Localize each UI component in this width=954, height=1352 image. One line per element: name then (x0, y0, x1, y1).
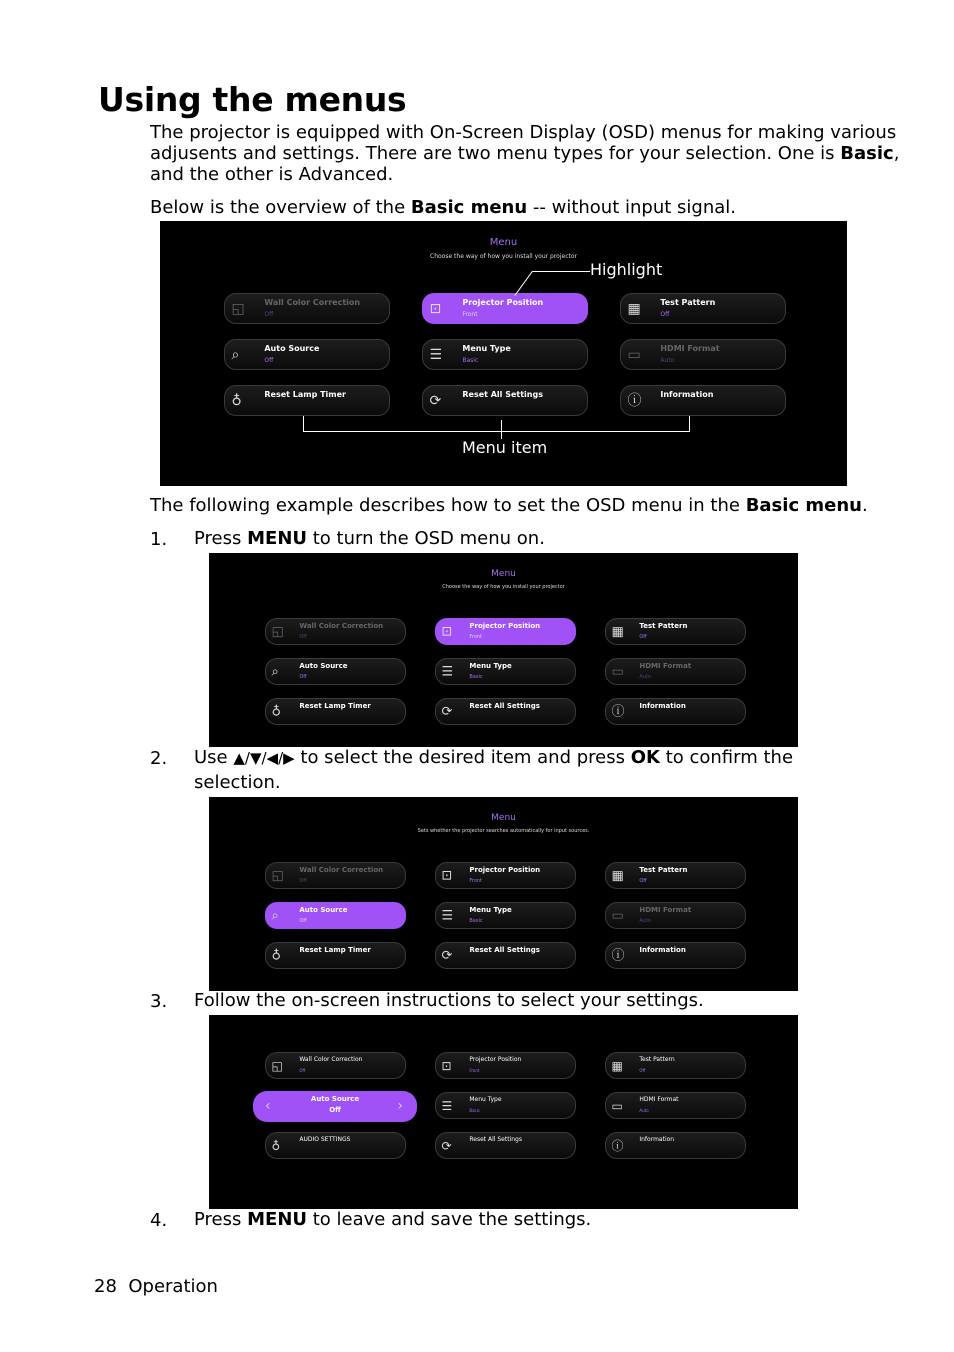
osd-item-value: Basic (462, 357, 479, 365)
intro-line-1: The projector is equipped with On-Screen Display (OSD) menus for making various (150, 122, 897, 143)
osd-item-value: Off (299, 877, 307, 884)
reset-icon: ⟳ (441, 948, 453, 963)
osd-menu-item (435, 942, 576, 969)
osd-item-value: Front (469, 1067, 480, 1073)
test-pattern-icon: ▦ (611, 868, 624, 883)
overview-a: Below is the overview of the (150, 197, 411, 218)
step-text: to leave and save the settings. (307, 1209, 592, 1230)
osd-menu-item (435, 698, 576, 725)
auto-source-icon: ⌕ (231, 346, 240, 363)
projector-position-icon: ⊡ (441, 1058, 452, 1073)
highlight-leader-line (532, 271, 590, 272)
page-footer (94, 1276, 218, 1297)
wall-color-icon: ◱ (271, 624, 284, 639)
intro-text: adjusents and settings. There are two menu types for your selection. One is (150, 143, 841, 164)
step-text: to select the desired item and press (294, 747, 631, 768)
bracket-right (689, 416, 690, 431)
intro-bold-basic: Basic (840, 143, 894, 164)
osd-menu-item (605, 942, 746, 969)
osd-item-value: Auto (639, 917, 651, 924)
osd-item-name: Reset All Settings (469, 946, 540, 955)
osd-item-name: HDMI Format (639, 662, 692, 671)
osd-item-name: Menu Type (469, 1096, 502, 1104)
information-icon: ⓘ (627, 392, 642, 409)
osd-menu-item (224, 385, 390, 416)
auto-source-popup (253, 1091, 417, 1122)
lamp-icon: ♁ (271, 948, 282, 963)
osd-menu-item (435, 902, 576, 929)
osd-menu-title: Menu (491, 569, 516, 579)
step-text: to turn the OSD menu on. (307, 528, 545, 549)
projector-position-icon: ⊡ (441, 868, 453, 883)
osd-menu-item (620, 339, 786, 370)
reset-icon: ⟳ (429, 392, 442, 409)
osd-menu-item (224, 339, 390, 370)
osd-item-value: Basic (469, 673, 483, 680)
osd-item-value: Front (462, 311, 478, 319)
step-3-number: 3. (150, 991, 168, 1012)
osd-step1-screenshot (209, 553, 798, 747)
lamp-icon: ♁ (271, 704, 282, 719)
example-a: The following example describes how to set the OSD menu in the (150, 495, 746, 516)
highlight-label: Highlight (590, 260, 663, 279)
osd-item-value: Off (299, 673, 307, 680)
osd-item-name: Reset Lamp Timer (299, 946, 371, 955)
osd-menu-item (435, 618, 576, 645)
osd-menu-item (265, 618, 406, 645)
step-2-line-2: selection. (194, 772, 281, 793)
osd-item-name: Reset All Settings (462, 389, 543, 399)
osd-item-name: Wall Color Correction (299, 622, 384, 631)
osd-item-value: Basic (469, 917, 483, 924)
overview-bold: Basic menu (410, 197, 528, 218)
osd-menu-item (620, 293, 786, 324)
osd-menu-item (265, 1052, 406, 1079)
osd-menu-item (435, 1052, 576, 1079)
example-text (150, 495, 868, 516)
step-key: MENU (247, 528, 307, 549)
bracket-left (303, 416, 304, 431)
osd-item-value: Off (639, 633, 647, 640)
osd-item-value: Off (639, 1067, 646, 1073)
osd-menu-item (422, 293, 588, 324)
osd-item-name: Projector Position (469, 1056, 522, 1064)
chevron-left-icon: ‹ (265, 1098, 271, 1114)
osd-step2-screenshot (209, 797, 798, 991)
osd-item-name: Reset All Settings (469, 702, 540, 711)
step-2-line-1 (194, 747, 793, 769)
osd-item-name: Test Pattern (660, 297, 716, 307)
osd-item-name: Test Pattern (639, 1056, 675, 1064)
osd-menu-item (265, 942, 406, 969)
popup-value: Off (329, 1106, 341, 1114)
osd-item-name: Test Pattern (639, 866, 688, 875)
step-4-text (194, 1209, 591, 1231)
menu-type-icon: ☰ (441, 664, 454, 679)
osd-item-name: Wall Color Correction (299, 1056, 363, 1064)
osd-menu-item (605, 1132, 746, 1159)
osd-menu-title: Menu (491, 813, 516, 823)
osd-menu-item (435, 658, 576, 685)
step-2-text (194, 747, 793, 794)
osd-item-value: Off (660, 311, 670, 319)
page-number: 28 (94, 1276, 117, 1297)
osd-item-name: Projector Position (469, 866, 541, 875)
osd-menu-item (435, 1132, 576, 1159)
osd-menu-item (265, 1132, 406, 1159)
menu-type-icon: ☰ (441, 1098, 453, 1113)
osd-item-name: Wall Color Correction (264, 297, 361, 307)
test-pattern-icon: ▦ (627, 300, 641, 317)
osd-item-name: HDMI Format (660, 343, 720, 353)
hdmi-format-icon: ▭ (627, 346, 641, 363)
menu-item-label: Menu item (462, 438, 548, 457)
osd-item-value: Off (264, 311, 274, 319)
osd-item-name: Information (639, 702, 686, 711)
osd-item-name: Auto Source (299, 906, 348, 915)
osd-item-name: Projector Position (469, 622, 541, 631)
osd-item-value: Front (469, 633, 483, 640)
hdmi-format-icon: ▭ (611, 664, 624, 679)
osd-item-name: Menu Type (462, 343, 511, 353)
menu-type-icon: ☰ (429, 346, 443, 363)
osd-menu-item (422, 339, 588, 370)
osd-item-name: AUDIO SETTINGS (299, 1136, 351, 1144)
step-3-text: Follow the on-screen instructions to select your settings. (194, 990, 704, 1011)
osd-overview-screenshot (160, 221, 847, 486)
example-c: . (861, 495, 868, 516)
osd-item-name: Auto Source (299, 662, 348, 671)
osd-item-name: Reset Lamp Timer (299, 702, 371, 711)
osd-item-name: Wall Color Correction (299, 866, 384, 875)
osd-item-value: Off (639, 877, 647, 884)
reset-icon: ⟳ (441, 704, 453, 719)
osd-menu-item (265, 862, 406, 889)
osd-item-name: Reset Lamp Timer (264, 389, 346, 399)
osd-description: Choose the way of how you install your projector (430, 253, 577, 260)
information-icon: ⓘ (611, 704, 625, 719)
osd-menu-title: Menu (489, 237, 518, 248)
step-4-number: 4. (150, 1210, 168, 1231)
step-text: Press (194, 1209, 248, 1230)
intro-line-2 (150, 143, 899, 164)
intro-line-3: and the other is Advanced. (150, 164, 394, 185)
step-1-number: 1. (150, 529, 168, 550)
osd-menu-item (605, 1092, 746, 1119)
step-2-number: 2. (150, 748, 168, 769)
osd-item-name: Test Pattern (639, 622, 688, 631)
auto-source-icon: ⌕ (271, 908, 279, 923)
auto-source-icon: ⌕ (271, 664, 279, 679)
osd-item-value: Front (469, 877, 483, 884)
bracket-center (501, 420, 502, 439)
overview-text (150, 197, 736, 218)
osd-item-value: Auto (639, 673, 651, 680)
osd-item-name: Menu Type (469, 662, 512, 671)
osd-menu-item (605, 658, 746, 685)
osd-item-value: Off (299, 1067, 306, 1073)
lamp-icon: ♁ (231, 392, 242, 409)
chevron-right-icon: › (397, 1098, 403, 1114)
information-icon: ⓘ (611, 1138, 624, 1153)
hdmi-format-icon: ▭ (611, 1098, 623, 1113)
section-name: Operation (128, 1276, 218, 1297)
osd-menu-item (265, 902, 406, 929)
popup-title: Auto Source (310, 1095, 360, 1103)
information-icon: ⓘ (611, 948, 625, 963)
lamp-icon: ♁ (271, 1138, 281, 1153)
menu-type-icon: ☰ (441, 908, 454, 923)
step-key: OK (630, 747, 660, 768)
osd-item-value: Auto (660, 357, 675, 365)
osd-menu-item (435, 862, 576, 889)
bracket-bottom (303, 431, 690, 432)
osd-menu-item (265, 698, 406, 725)
step-text: Press (194, 528, 248, 549)
hdmi-format-icon: ▭ (611, 908, 624, 923)
osd-description: Choose the way of how you install your projector (442, 584, 565, 590)
osd-step3-screenshot (209, 1015, 798, 1209)
overview-c: -- without input signal. (527, 197, 736, 218)
osd-menu-item (605, 902, 746, 929)
step-1-text (194, 528, 545, 550)
osd-item-name: Menu Type (469, 906, 512, 915)
wall-color-icon: ◱ (271, 1058, 283, 1073)
osd-menu-item (224, 293, 390, 324)
test-pattern-icon: ▦ (611, 624, 624, 639)
osd-item-name: HDMI Format (639, 1096, 679, 1104)
projector-position-icon: ⊡ (441, 624, 453, 639)
osd-menu-item (620, 385, 786, 416)
page-title: Using the menus (98, 80, 407, 119)
arrow-keys-icon: ▲/▼/◀/▶ (233, 749, 295, 767)
wall-color-icon: ◱ (271, 868, 284, 883)
step-text: to confirm the (659, 747, 794, 768)
intro-text: , (893, 143, 900, 164)
osd-menu-item (435, 1092, 576, 1119)
osd-item-name: HDMI Format (639, 906, 692, 915)
intro-paragraph (150, 122, 899, 185)
reset-icon: ⟳ (441, 1138, 452, 1153)
osd-item-value: Auto (639, 1107, 649, 1113)
osd-description: Sets whether the projector searches automatically for input sources. (417, 828, 590, 834)
osd-item-value: Off (299, 633, 307, 640)
osd-item-name: Auto Source (264, 343, 320, 353)
test-pattern-icon: ▦ (611, 1058, 623, 1073)
osd-item-name: Reset All Settings (469, 1136, 522, 1144)
osd-item-value: Basic (469, 1107, 480, 1113)
osd-item-name: Information (660, 389, 714, 399)
wall-color-icon: ◱ (231, 300, 245, 317)
osd-item-name: Projector Position (462, 297, 544, 307)
osd-menu-item (605, 862, 746, 889)
osd-item-name: Information (639, 946, 686, 955)
osd-menu-item (422, 385, 588, 416)
osd-item-value: Off (264, 357, 274, 365)
osd-menu-item (605, 1052, 746, 1079)
osd-item-name: Information (639, 1136, 675, 1144)
osd-menu-item (605, 618, 746, 645)
osd-menu-item (265, 658, 406, 685)
step-key: MENU (247, 1209, 307, 1230)
step-text: Use (194, 747, 234, 768)
projector-position-icon: ⊡ (429, 300, 442, 317)
example-bold: Basic menu (745, 495, 862, 516)
osd-menu-item (605, 698, 746, 725)
osd-item-value: Off (299, 917, 307, 924)
